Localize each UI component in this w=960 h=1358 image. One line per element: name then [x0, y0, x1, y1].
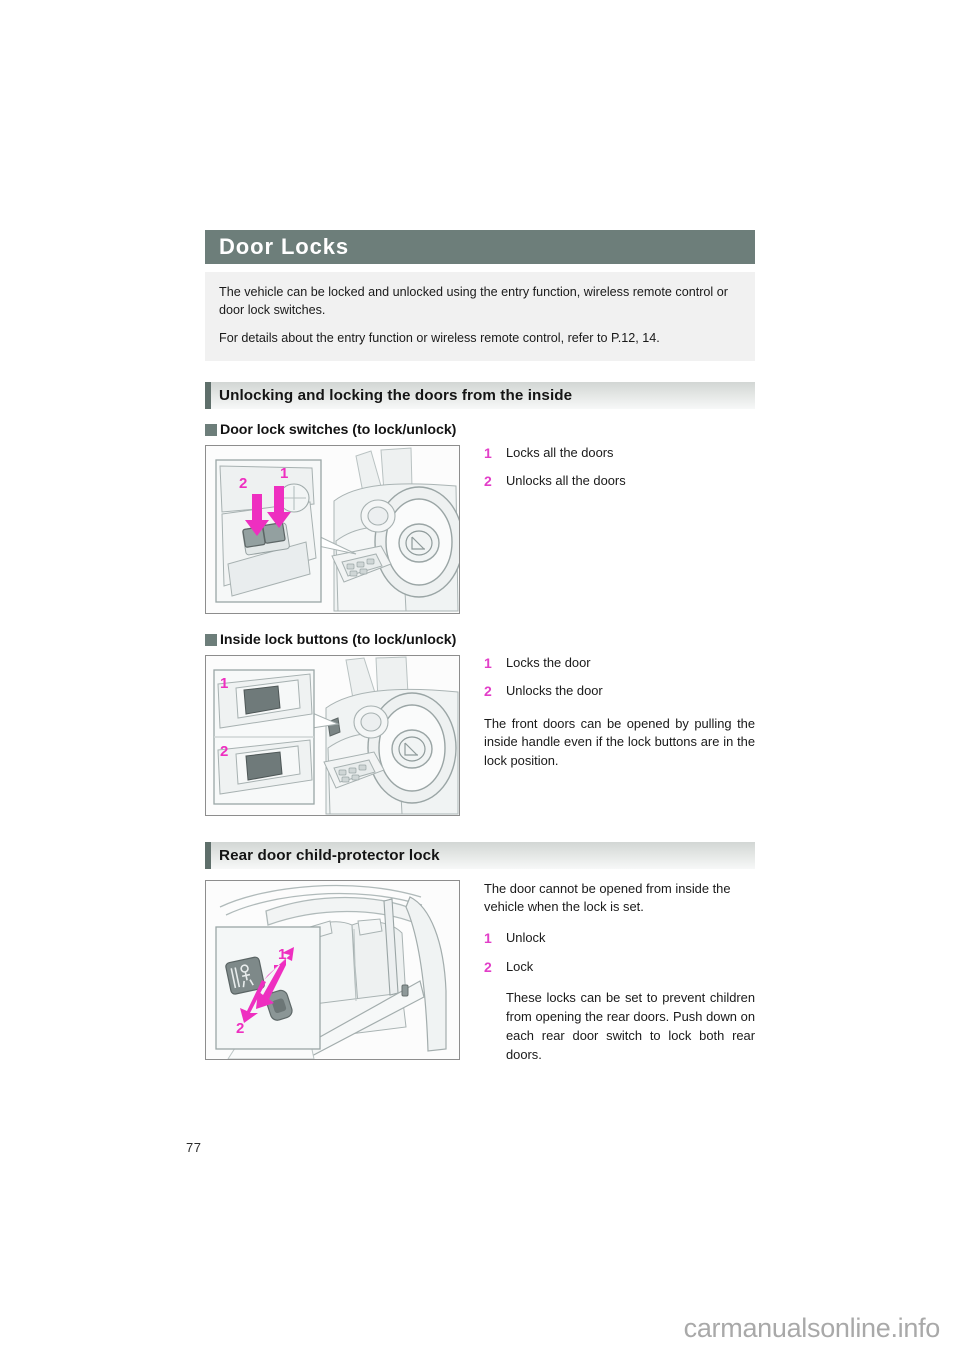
- item-text: Lock: [506, 958, 534, 974]
- svg-text:2: 2: [220, 742, 229, 760]
- figure-text-row-inside-lock-buttons: [205, 655, 755, 816]
- svg-text:1: 1: [220, 674, 229, 692]
- item-text: Locks all the doors: [506, 444, 614, 460]
- list-item: [484, 930, 755, 948]
- text-column-inside-lock-buttons: [460, 655, 755, 816]
- subsection-header-inside-lock-buttons: [205, 632, 755, 648]
- square-bullet-icon: [205, 424, 217, 436]
- section-heading-text: Rear door child-protector lock: [219, 846, 440, 864]
- svg-text:1: 1: [278, 945, 287, 963]
- subsection-heading-text: Door lock switches (to lock/unlock): [220, 421, 457, 438]
- subsection-heading-text: Inside lock buttons (to lock/unlock): [220, 631, 457, 648]
- item-text: Locks the door: [506, 654, 591, 670]
- subsection-header-door-lock-switches: [205, 422, 755, 438]
- item-number: 1: [484, 654, 492, 671]
- item-text: Unlocks the door: [506, 683, 603, 699]
- item-number: 1: [484, 444, 492, 461]
- section-header-child-protector: [205, 842, 755, 869]
- intro-paragraph-2: For details about the entry function or wireless remote control, refer to P.12, 14.: [219, 330, 660, 345]
- content-column: [205, 230, 755, 1065]
- text-column-child-protector: [460, 880, 755, 1065]
- illustration-inside-lock-buttons: [205, 655, 460, 816]
- figure-text-row-door-lock-switches: [205, 445, 755, 614]
- item-number: 2: [484, 473, 492, 490]
- intro-paragraph-1: The vehicle can be locked and unlocked using the entry function, wireless remote control or door lock switches.: [219, 285, 728, 317]
- list-item: [484, 473, 755, 491]
- svg-text:1: 1: [280, 464, 289, 482]
- list-item: [484, 445, 755, 463]
- intro-block: [205, 272, 755, 361]
- section-heading-text: Unlocking and locking the doors from the inside: [219, 386, 573, 404]
- chapter-title-bar: [205, 230, 755, 264]
- figure-text-row-child-protector: [205, 880, 755, 1065]
- section-header-unlocking: [205, 382, 755, 409]
- list-item: [484, 683, 755, 701]
- page-title: Door Locks: [219, 234, 350, 259]
- text-column-door-lock-switches: [460, 445, 755, 614]
- illustration-child-protector-lock: [205, 880, 460, 1060]
- svg-text:2: 2: [236, 1019, 245, 1037]
- note-paragraph: The front doors can be opened by pulling the inside handle even if the lock buttons are in the lock position.: [484, 715, 755, 769]
- list-item: [484, 959, 755, 977]
- item-number: 2: [484, 958, 492, 975]
- note-paragraph: These locks can be set to prevent children from opening the rear doors. Push down on each rear door switch to lock both rear doors.: [506, 990, 755, 1062]
- square-bullet-icon: [205, 634, 217, 646]
- svg-text:2: 2: [239, 474, 248, 492]
- item-number: 2: [484, 683, 492, 700]
- lead-paragraph: The door cannot be opened from inside the vehicle when the lock is set.: [484, 880, 731, 915]
- item-number: 1: [484, 930, 492, 947]
- page-number: 77: [186, 1140, 202, 1155]
- watermark-text: carmanualsonline.info: [683, 1313, 940, 1343]
- item-text: Unlock: [506, 930, 546, 946]
- item-text: Unlocks all the doors: [506, 473, 626, 489]
- illustration-door-lock-switches: [205, 445, 460, 614]
- list-item: [484, 655, 755, 673]
